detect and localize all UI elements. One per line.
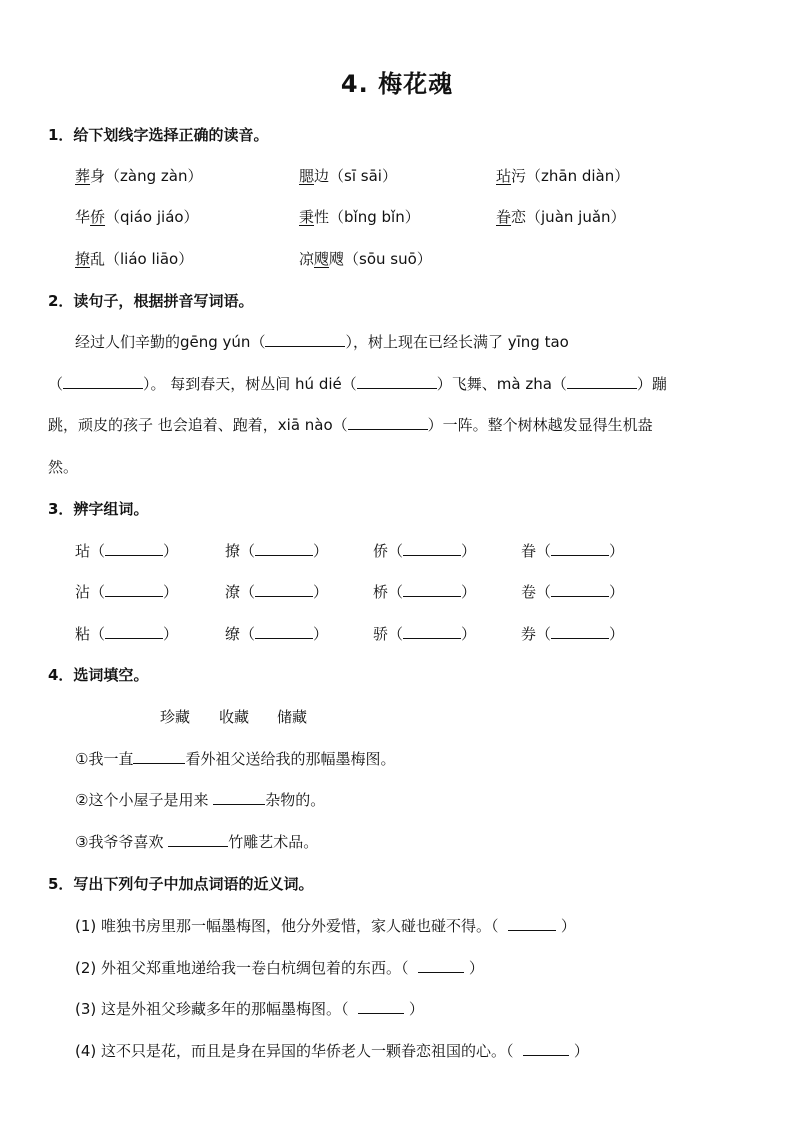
answer-blank[interactable] (255, 541, 313, 556)
q3-char: 沾 (75, 583, 91, 601)
q4-option: 储藏 (277, 708, 308, 726)
q4-heading: 4．选词填空。 (48, 666, 149, 684)
answer-blank[interactable] (357, 374, 437, 389)
q1-item: 凉飕飕（sōu suō） (299, 250, 432, 268)
q3-char: 侨 (373, 542, 389, 560)
q1-item: 华侨（qiáo jiáo） (75, 208, 199, 226)
q3-cell: 玷（ ） (75, 542, 179, 560)
q4-sentence-1: ①我一直 看外祖父送给我的那幅墨梅图。 (75, 750, 396, 768)
q1-item: 秉性（bǐng bǐn） (299, 208, 420, 226)
answer-blank[interactable] (551, 582, 609, 597)
page-title: 4. 梅花魂 (340, 70, 454, 98)
q3-cell: 粘（ ） (75, 625, 179, 643)
q3-char: 粘 (75, 625, 91, 643)
q3-char: 券 (521, 625, 537, 643)
q2-line-3: 跳，顽皮的孩子 也会追着、跑着，xiā nào（ ）一阵。整个树林越发显得生机盎 (48, 416, 653, 434)
answer-blank[interactable] (403, 624, 461, 639)
q1-item: 眷恋（juàn juǎn） (496, 208, 626, 226)
q3-cell: 卷（ ） (521, 583, 625, 601)
q1-item: 撩乱（liáo liāo） (75, 250, 194, 268)
q5-item: (2) 外祖父郑重地递给我一卷白杭绸包着的东西。（ ） (75, 959, 484, 977)
q3-cell: 潦（ ） (225, 583, 329, 601)
q3-cell: 券（ ） (521, 625, 625, 643)
q3-cell: 桥（ ） (373, 583, 477, 601)
q5-item: (1) 唯独书房里那一幅墨梅图，他分外爱惜，家人碰也碰不得。（ ） (75, 917, 576, 935)
q3-char: 卷 (521, 583, 537, 601)
answer-blank[interactable] (403, 541, 461, 556)
q1-item: 葬身（zàng zàn） (75, 167, 203, 185)
q5-item: (3) 这是外祖父珍藏多年的那幅墨梅图。（ ） (75, 1000, 424, 1018)
q3-cell: 沾（ ） (75, 583, 179, 601)
answer-blank[interactable] (105, 541, 163, 556)
answer-blank[interactable] (551, 541, 609, 556)
answer-blank[interactable] (255, 582, 313, 597)
answer-blank[interactable] (105, 582, 163, 597)
answer-blank[interactable] (358, 999, 404, 1014)
answer-blank[interactable] (508, 916, 556, 931)
q1-heading: 1．给下划线字选择正确的读音。 (48, 126, 269, 144)
q3-char: 眷 (521, 542, 537, 560)
q3-cell: 撩（ ） (225, 542, 329, 560)
answer-blank[interactable] (168, 832, 228, 847)
q4-sentence-2: ②这个小屋子是用来 杂物的。 (75, 791, 326, 809)
q3-char: 撩 (225, 542, 241, 560)
q2-heading: 2．读句子，根据拼音写词语。 (48, 292, 254, 310)
q3-char: 玷 (75, 542, 91, 560)
answer-blank[interactable] (213, 790, 265, 805)
q1-item: 腮边（sī sāi） (299, 167, 397, 185)
q3-char: 缭 (225, 625, 241, 643)
q3-char: 潦 (225, 583, 241, 601)
q4-sentence-3: ③我爷爷喜欢 竹雕艺术品。 (75, 833, 319, 851)
q2-line-1: 经过人们辛勤的gēng yún（ ），树上现在已经长满了 yīng tao (75, 333, 569, 351)
answer-blank[interactable] (265, 332, 345, 347)
q3-cell: 眷（ ） (521, 542, 625, 560)
q4-option: 珍藏 (160, 708, 191, 726)
q3-char: 骄 (373, 625, 389, 643)
answer-blank[interactable] (348, 415, 428, 430)
answer-blank[interactable] (418, 958, 464, 973)
q3-heading: 3．辨字组词。 (48, 500, 149, 518)
q3-char: 桥 (373, 583, 389, 601)
answer-blank[interactable] (567, 374, 637, 389)
q3-cell: 骄（ ） (373, 625, 477, 643)
answer-blank[interactable] (63, 374, 143, 389)
answer-blank[interactable] (523, 1041, 569, 1056)
answer-blank[interactable] (133, 749, 185, 764)
q1-item: 玷污（zhān diàn） (496, 167, 630, 185)
q2-line-2: （ ）。 每到春天，树丛间 hú dié（ ）飞舞、mà zha（ ）蹦 (48, 375, 667, 393)
q2-line-4: 然。 (48, 458, 79, 476)
answer-blank[interactable] (105, 624, 163, 639)
q5-item: (4) 这不只是花，而且是身在异国的华侨老人一颗眷恋祖国的心。（ ） (75, 1042, 589, 1060)
answer-blank[interactable] (255, 624, 313, 639)
answer-blank[interactable] (403, 582, 461, 597)
q3-cell: 侨（ ） (373, 542, 477, 560)
q5-heading: 5．写出下列句子中加点词语的近义词。 (48, 875, 314, 893)
q4-option: 收藏 (219, 708, 250, 726)
q3-cell: 缭（ ） (225, 625, 329, 643)
answer-blank[interactable] (551, 624, 609, 639)
